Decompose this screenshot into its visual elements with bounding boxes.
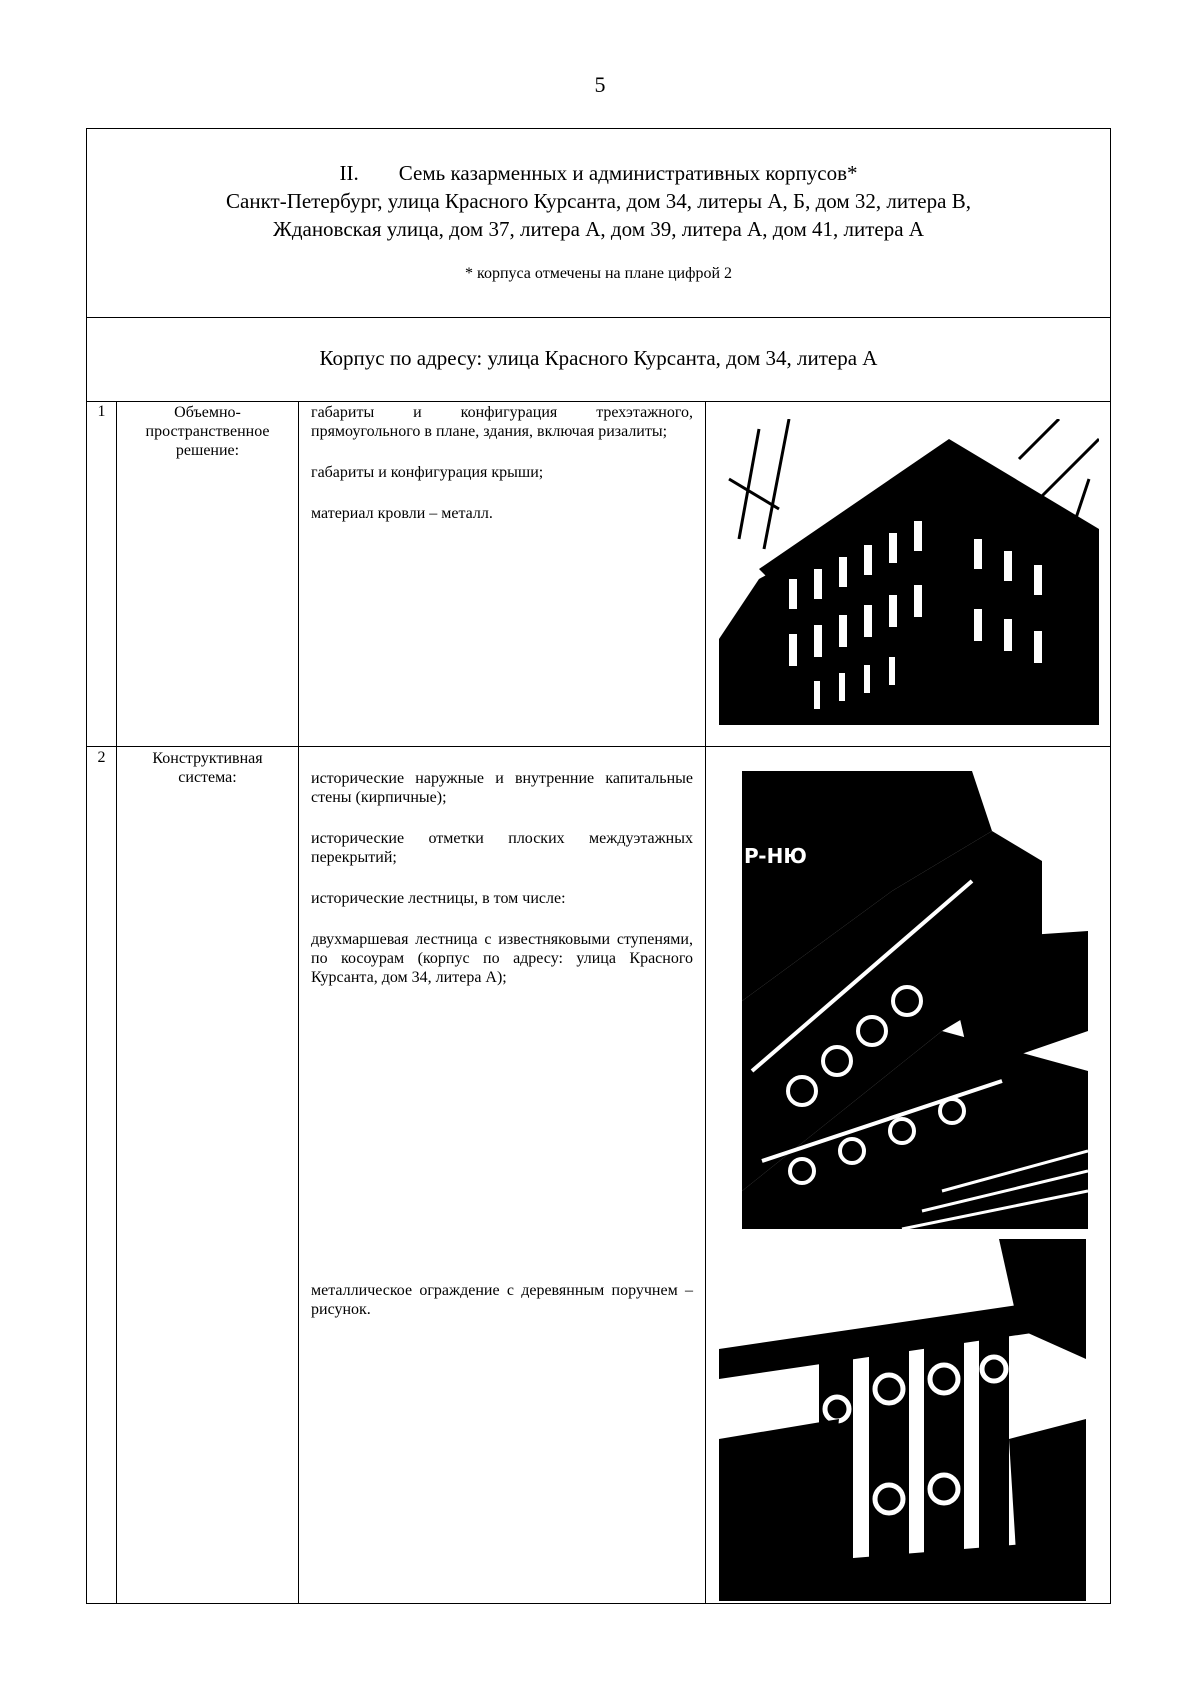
section-address-2: Ждановская улица, дом 37, литера А, дом 39, литера А, дом 41, литера А xyxy=(273,217,924,241)
row-name xyxy=(117,747,299,1603)
railing-detail-photo xyxy=(719,1239,1086,1601)
section-address-1: Санкт-Петербург, улица Красного Курсанта, дом 34, литеры А, Б, дом 32, литера В, xyxy=(226,189,971,213)
description-paragraph: исторические наружные и внутренние капитальные стены (кирпичные); xyxy=(311,770,693,806)
photo-sign-icon: P-HЮ xyxy=(744,844,807,868)
row-name-line: Конструктивная xyxy=(152,750,263,767)
row-name-line: решение: xyxy=(175,442,240,459)
row-name-line: пространственное xyxy=(145,423,270,440)
row-photo-cell xyxy=(706,401,1110,746)
section-note: * корпуса отмечены на плане цифрой 2 xyxy=(464,265,733,282)
section-title-line xyxy=(87,159,1110,187)
row-photo-cell xyxy=(706,747,1110,1603)
row-name-line: система: xyxy=(178,769,237,786)
row-number: 1 xyxy=(87,401,117,746)
description-paragraph: материал кровли – металл. xyxy=(311,505,493,522)
row-name-line: Объемно- xyxy=(174,404,241,421)
building-title: Корпус по адресу: улица Красного Курсанта, дом 34, литера А xyxy=(319,346,878,370)
table-row xyxy=(87,401,1110,747)
building-facade-photo xyxy=(719,419,1099,725)
table-row xyxy=(87,747,1110,1603)
section-number: II. xyxy=(339,161,359,185)
row-name xyxy=(117,401,299,746)
description-paragraph: габариты и конфигурация крыши; xyxy=(311,464,544,481)
row-description xyxy=(299,401,706,746)
register-table xyxy=(86,128,1111,1604)
section-title: Семь казарменных и административных корпусов* xyxy=(398,161,858,185)
row-description xyxy=(299,747,706,1603)
description-paragraph: исторические лестницы, в том числе: xyxy=(311,890,566,907)
description-paragraph: исторические отметки плоских междуэтажных перекрытий; xyxy=(311,830,693,866)
section-header xyxy=(87,129,1110,318)
row-number: 2 xyxy=(87,747,117,1603)
description-paragraph: двухмаршевая лестница с известняковыми ступенями, по косоурам (корпус по адресу: улица Красного Курсанта, дом 34, литера А); xyxy=(311,931,693,986)
description-paragraph: габариты и конфигурация трехэтажного, прямоугольного в плане, здания, включая ризалиты; xyxy=(311,404,693,440)
page-number: 5 xyxy=(594,72,606,97)
building-header xyxy=(87,317,1110,402)
description-paragraph: металлическое ограждение с деревянным поручнем – рисунок. xyxy=(311,1282,693,1318)
staircase-photo xyxy=(742,771,1088,1229)
